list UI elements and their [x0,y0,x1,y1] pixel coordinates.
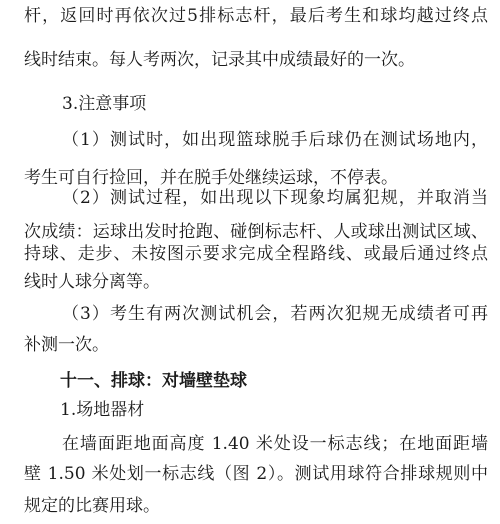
section-heading-notes: 3.注意事项 [62,94,147,114]
text-line-1: 杆，返回时再依次过5排标志杆，最后考生和球均越过终点 [24,6,488,26]
text-line-7: 次成绩：运球出发时抢跑、碰倒标志杆、人或球出测试区域、 [24,222,488,242]
text-line-16: 规定的比赛用球。 [24,496,160,516]
subsection-heading-equipment: 1.场地器材 [60,400,145,420]
text-line-9: 线时人球分离等。 [24,272,160,292]
text-line-15: 壁 1.50 米处划一标志线（图 2）。测试用球符合排球规则中 [24,464,488,484]
text-line-2: 线时结束。每人考两次，记录其中成绩最好的一次。 [24,50,415,70]
text-line-11: 补测一次。 [24,335,109,355]
text-line-8: 持球、走步、未按图示要求完成全程路线、或最后通过终点 [24,244,488,264]
text-line-6: （2）测试过程，如出现以下现象均属犯规，并取消当 [62,188,488,208]
text-line-4: （1）测试时，如出现篮球脱手后球仍在测试场地内， [62,130,488,150]
section-heading-volleyball: 十一、排球：对墙壁垫球 [60,371,247,391]
text-line-14: 在墙面距地面高度 1.40 米处设一标志线；在地面距墙 [62,434,488,454]
text-line-5: 考生可自行捡回，并在脱手处继续运球，不停表。 [24,168,398,188]
text-line-10: （3）考生有两次测试机会，若两次犯规无成绩者可再 [62,304,488,324]
